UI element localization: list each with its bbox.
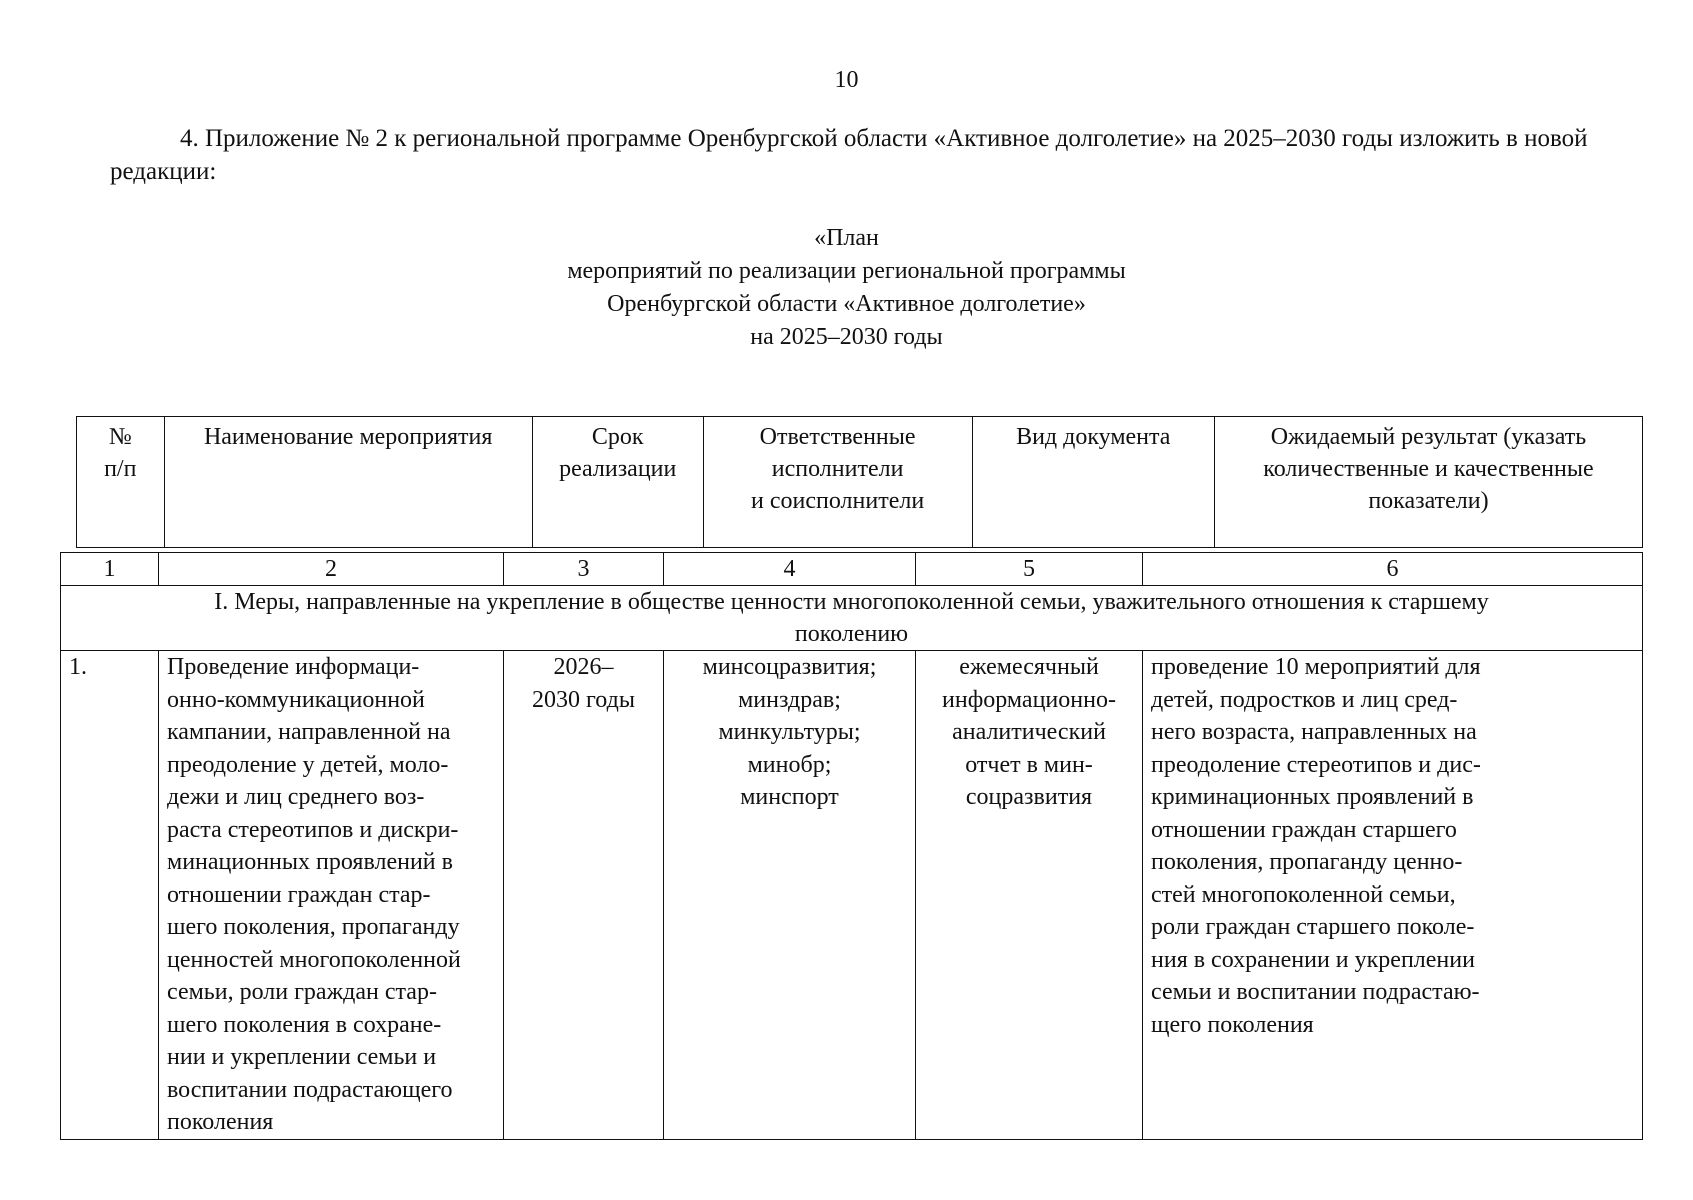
plan-title-line-1: «План [814,225,879,251]
page-number: 10 [834,67,859,93]
column-number: 5 [916,553,1143,586]
plan-title [0,222,1693,354]
row-name: Проведение информаци- онно-коммуникационной кампании, направленной на преодоление у детей, моло- дежи и лиц среднего воз- раста стереотипов и дискри- минационных проявлений в отношении граждан стар- шего поколения, пропаганду ценностей многопоколенной семьи, роли граждан стар- шего поколения в сохране- нии и укреплении семьи и воспитании подрастающего поколения [159,651,504,1140]
table-row [61,651,1643,1140]
column-number: 2 [159,553,504,586]
row-document: ежемесячный информационно- аналитический отчет в мин- соцразвития [916,651,1143,1140]
row-number: 1. [61,651,159,1140]
column-numbers-row [61,553,1643,586]
section-row [61,586,1643,651]
plan-table [60,552,1643,1140]
header-col-number: № п/п [77,417,165,548]
header-col-executors: Ответственные исполнители и соисполнители [703,417,972,548]
column-number: 1 [61,553,159,586]
table-header [76,416,1643,548]
header-row [77,417,1643,548]
plan-title-line-3: Оренбургской области «Активное долголетие» [607,291,1086,317]
header-col-name: Наименование мероприятия [164,417,532,548]
plan-title-line-4: на 2025–2030 годы [750,324,943,350]
column-number: 4 [664,553,916,586]
plan-title-line-2: мероприятий по реализации региональной программы [567,258,1126,284]
row-result: проведение 10 мероприятий для детей, подростков и лиц сред- него возраста, направленных на преодоление стереотипов и дис- криминационных проявлений в отношении граждан старшего поколения, пропаганду ценно- стей многопоколенной семьи, роли граждан старшего поколе- ния в сохранении и укреплении семьи и воспитании подрастаю- щего поколения [1143,651,1643,1140]
section-title: I. Меры, направленные на укрепление в обществе ценности многопоколенной семьи, уважительного отношения к старшему поколению [61,586,1643,651]
row-executors: минсоцразвития; минздрав; минкультуры; минобр; минспорт [664,651,916,1140]
header-col-result: Ожидаемый результат (указать количественные и качественные показатели) [1214,417,1642,548]
intro-paragraph: 4. Приложение № 2 к региональной программе Оренбургской области «Активное долголетие» на 2025–2030 годы изложить в новой редакции: [110,125,1588,185]
column-number: 6 [1143,553,1643,586]
column-number: 3 [504,553,664,586]
row-term: 2026– 2030 годы [504,651,664,1140]
header-col-term: Срок реализации [532,417,703,548]
header-col-document: Вид документа [972,417,1214,548]
